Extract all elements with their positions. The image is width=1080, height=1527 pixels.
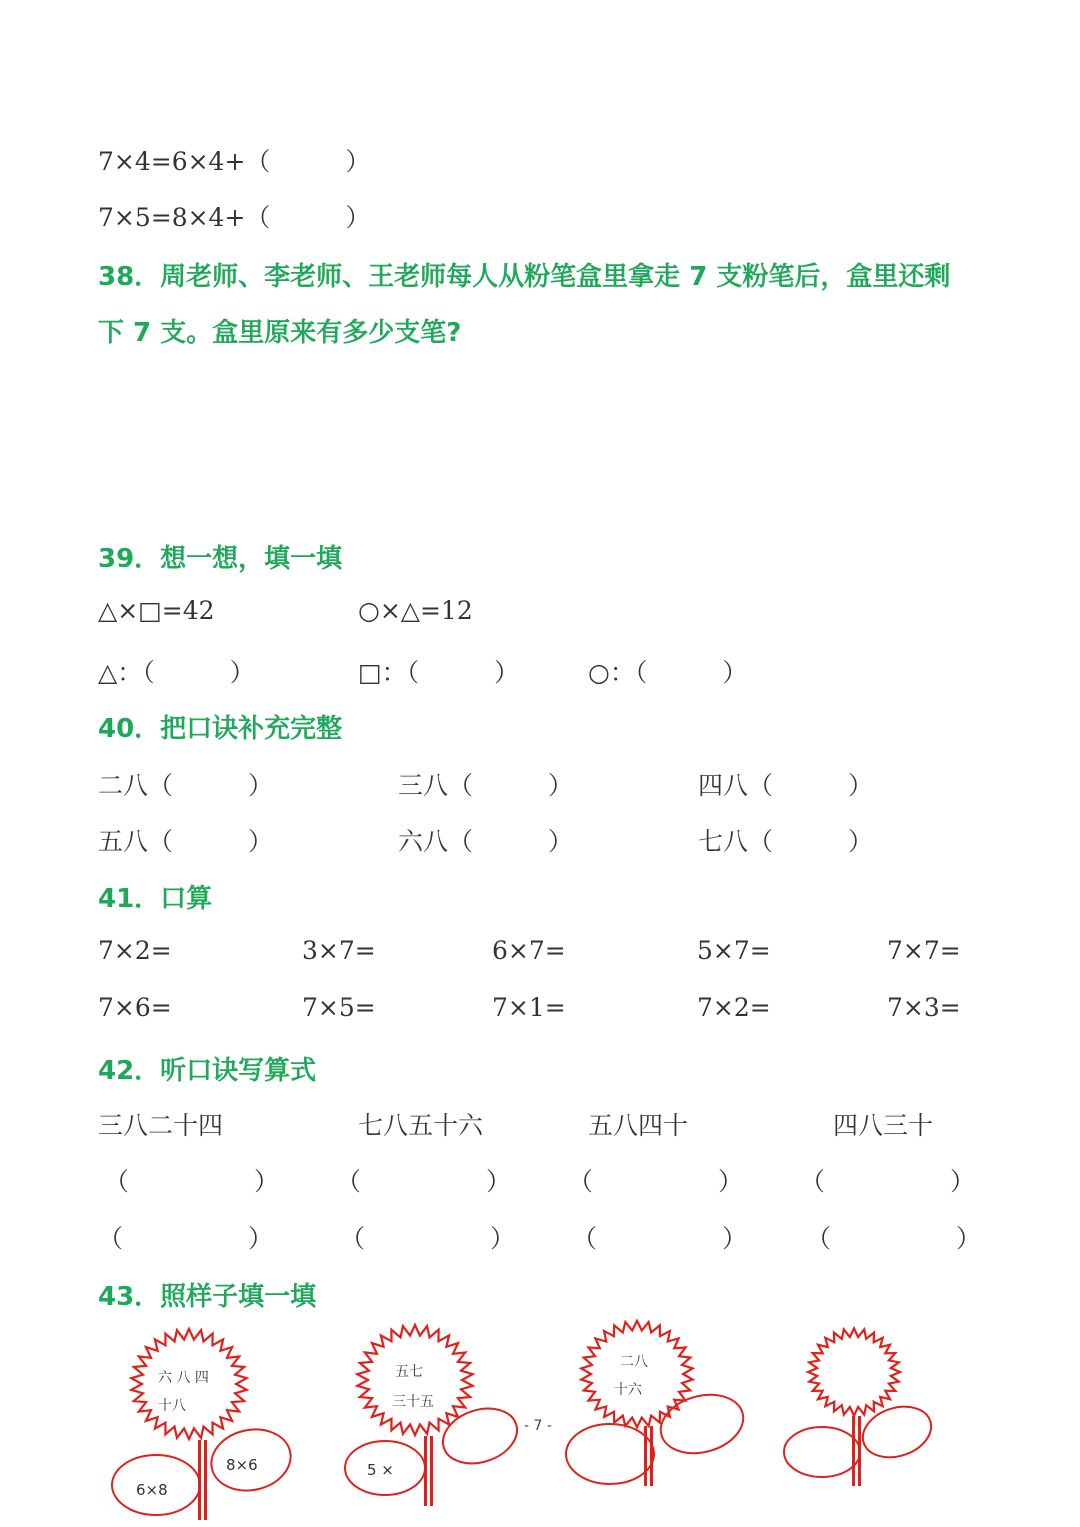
q42-blank: （ ） [806,1224,982,1253]
question-41-title: 41．口算 [98,884,213,914]
q42-blank: （ ） [336,1167,512,1196]
flower-text-line1: 六 八 四 [158,1370,209,1386]
flower-stem [852,1416,855,1486]
equation-line-2: 7×5=8×4+（ ） [98,203,371,232]
flower-stem [204,1440,207,1520]
question-42-title: 42．听口诀写算式 [98,1056,317,1086]
flower-leaf-right [856,1398,937,1465]
flower-stem [430,1436,433,1506]
q39-answer-square: □：（ ） [358,658,520,687]
flower-leaf-left [566,1424,654,1484]
q40-item: 六八（ ） [398,827,574,856]
question-43-title: 43．照样子填一填 [98,1282,317,1312]
leaf-left-text: 6×8 [136,1481,168,1499]
q41-item: 7×7= [887,936,961,965]
q42-rhyme: 四八三十 [833,1111,934,1140]
question-39-title: 39．想一想，填一填 [98,544,343,574]
q41-item: 7×3= [887,993,961,1022]
q42-blank: （ ） [98,1224,274,1253]
flower-text-line2: 三十五 [392,1394,434,1410]
q41-item: 6×7= [492,936,566,965]
q39-answer-circle: ○：（ ） [588,658,748,687]
flower-leaf-right [436,1400,524,1473]
q42-blank: （ ） [340,1224,516,1253]
question-38-line-1: 38．周老师、李老师、王老师每人从粉笔盒里拿走 7 支粉笔后，盒里还剩 [98,262,951,292]
q39-equation-2: ○×△=12 [358,596,473,625]
flower-stem [650,1426,653,1486]
q40-item: 七八（ ） [698,827,874,856]
q42-blank: （ ） [568,1167,744,1196]
q42-blank: （ ） [104,1167,280,1196]
q41-item: 7×1= [492,993,566,1022]
flower-2 [330,1318,525,1523]
flower-head [581,1321,692,1427]
q40-item: 二八（ ） [98,771,274,800]
q41-item: 7×5= [302,993,376,1022]
flower-text-line1: 五七 [395,1364,423,1380]
q42-blank: （ ） [572,1224,748,1253]
q41-item: 7×2= [697,993,771,1022]
q40-item: 五八（ ） [98,827,274,856]
q41-item: 7×2= [98,936,172,965]
flower-1 [106,1322,301,1527]
q42-rhyme: 三八二十四 [98,1111,224,1140]
q40-item: 四八（ ） [698,771,874,800]
q42-rhyme: 五八四十 [588,1111,689,1140]
flower-leaf-right [654,1386,750,1462]
q42-rhyme: 七八五十六 [358,1111,484,1140]
leaf-right-text: 8×6 [226,1456,258,1474]
leaf-left-text: 5 × [367,1461,394,1479]
q41-item: 3×7= [302,936,376,965]
flower-text-line2: 十六 [614,1382,642,1398]
question-38-line-2: 下 7 支。盒里原来有多少支笔? [98,318,462,348]
flower-head [808,1328,900,1415]
question-40-title: 40．把口诀补充完整 [98,714,343,744]
q41-item: 7×6= [98,993,172,1022]
q39-answer-triangle: △：（ ） [98,658,255,687]
flower-text-line2: 十八 [158,1398,186,1414]
flower-4 [772,1324,972,1524]
page-number: - 7 - [524,1418,552,1434]
q42-blank: （ ） [800,1167,976,1196]
equation-line-1: 7×4=6×4+（ ） [98,147,371,176]
flower-leaf-left [784,1427,860,1477]
q39-equation-1: △×□=42 [98,596,215,625]
flower-head [357,1325,472,1435]
flower-3 [552,1316,752,1521]
q41-item: 5×7= [697,936,771,965]
q40-item: 三八（ ） [398,771,574,800]
flower-text-line1: 二八 [620,1354,648,1370]
